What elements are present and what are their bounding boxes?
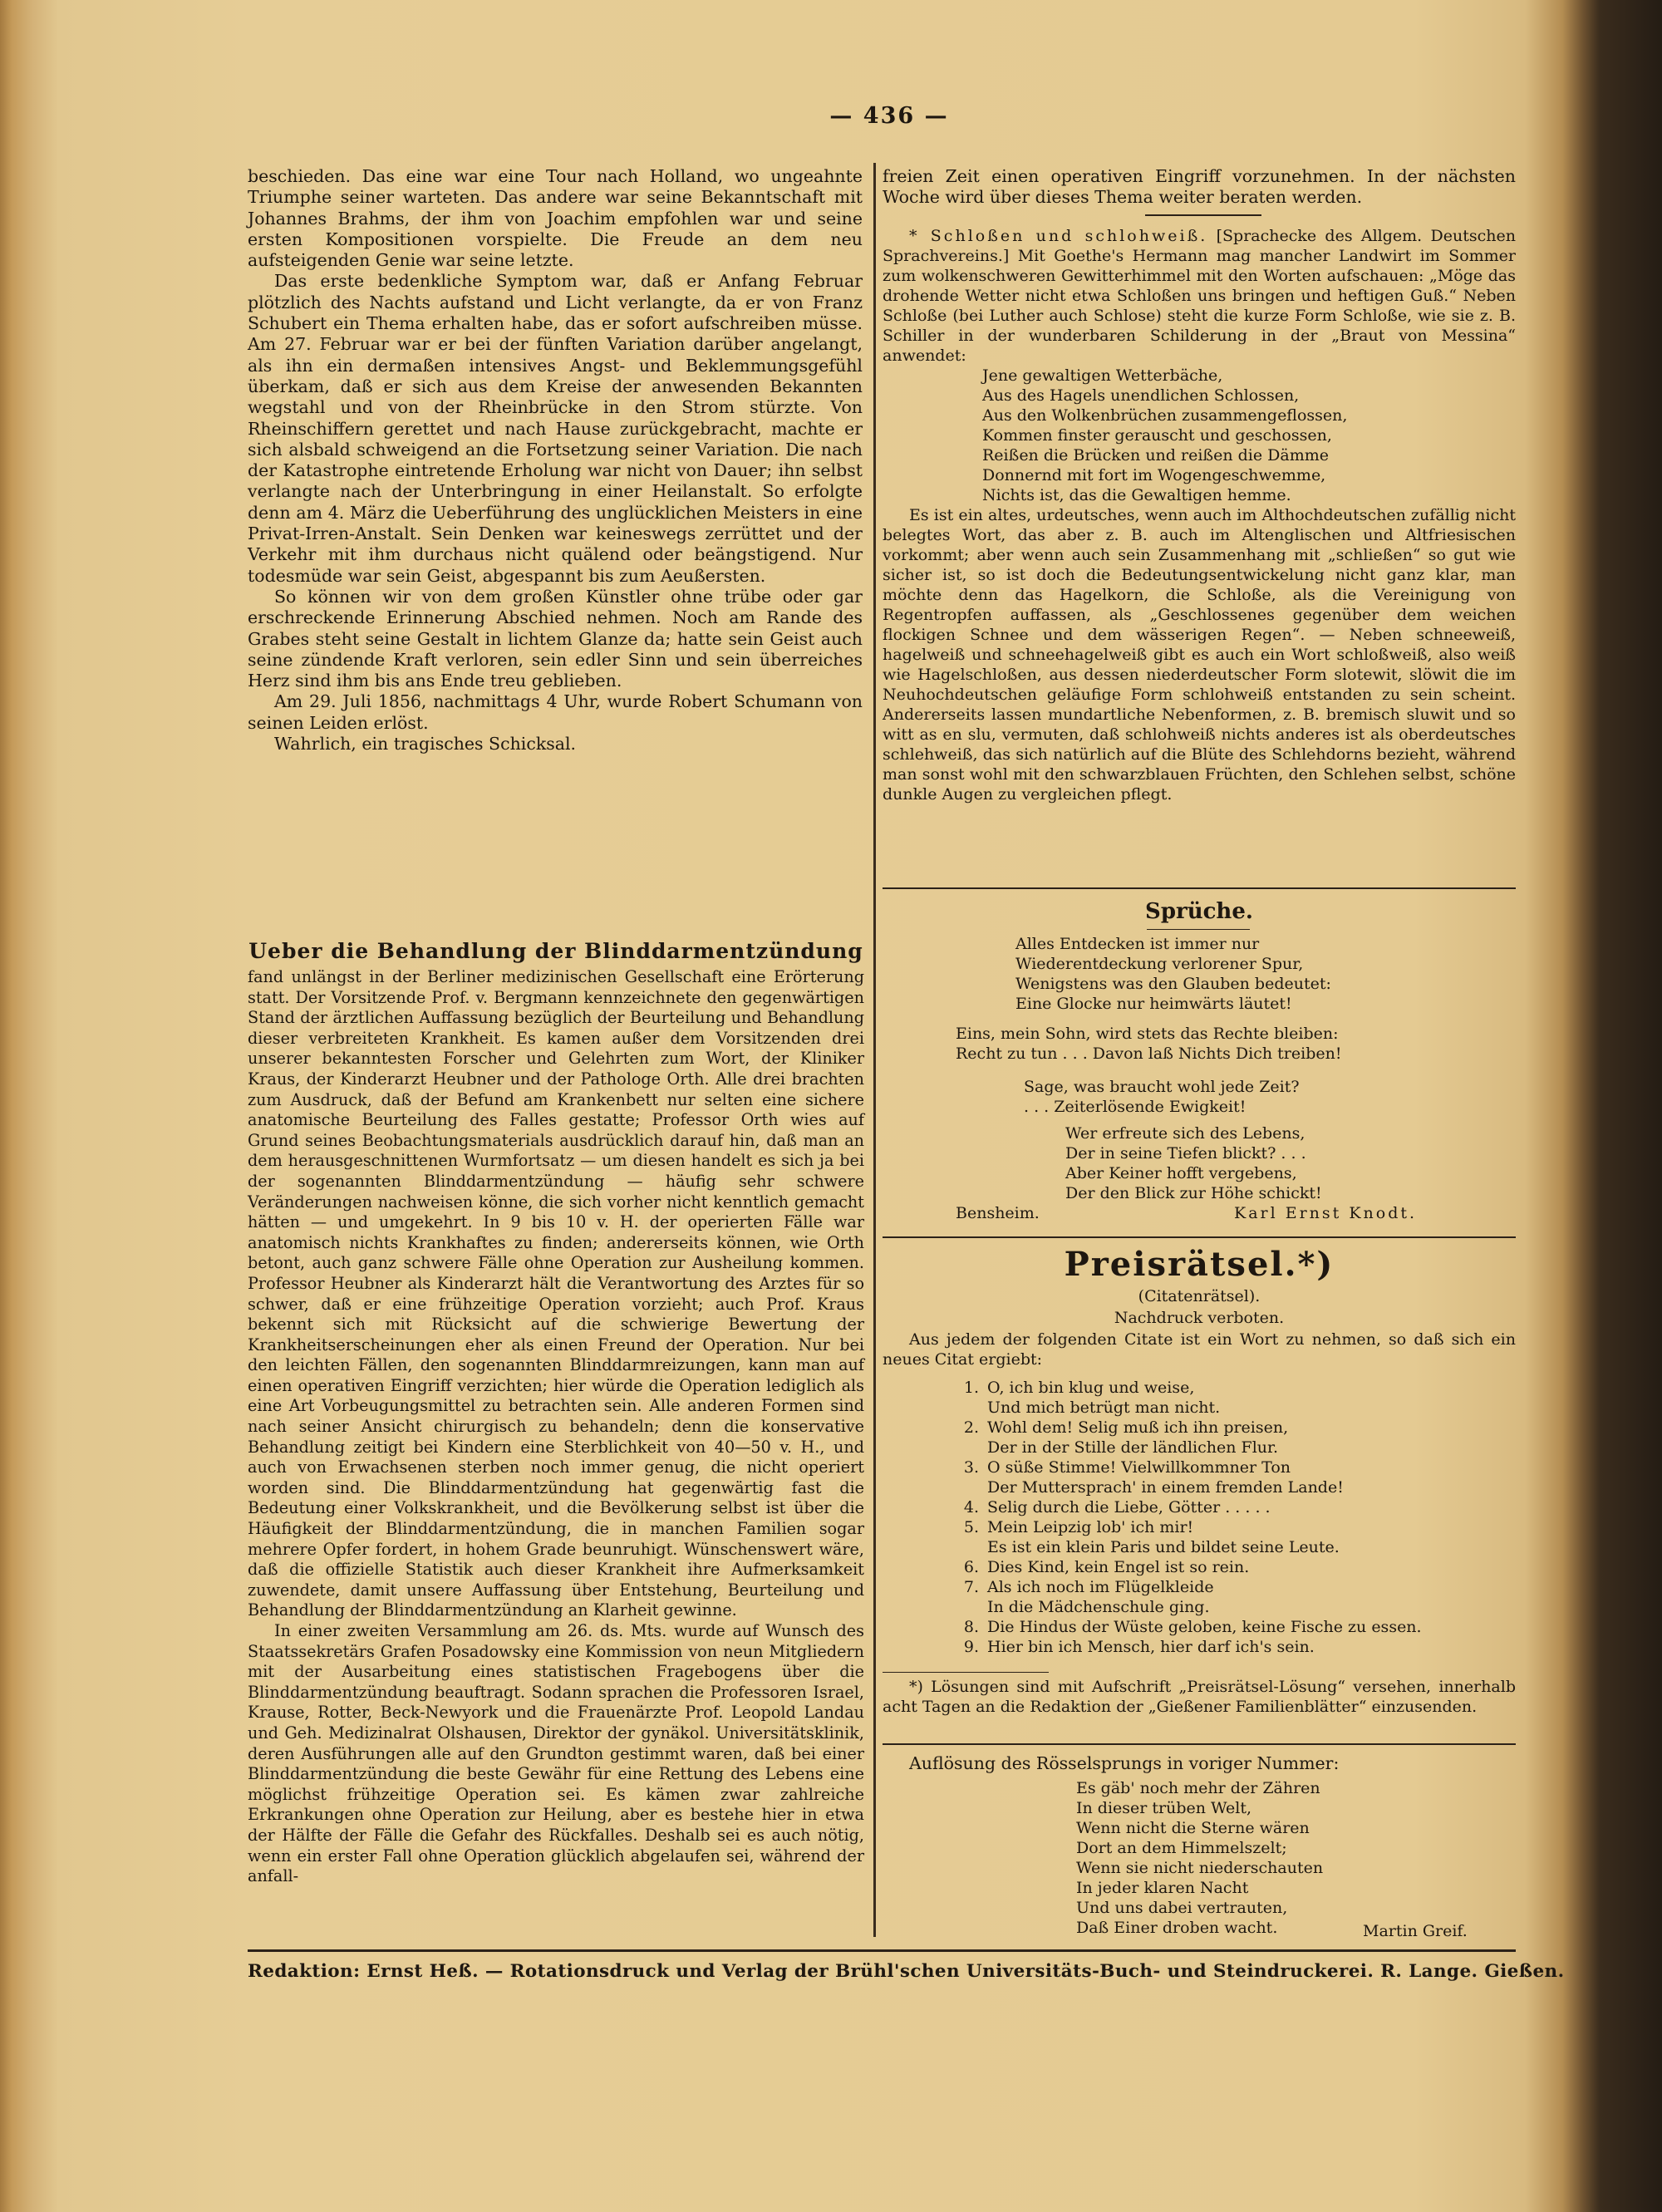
- paragraph: Wahrlich, ein tragisches Schicksal.: [274, 734, 577, 755]
- paragraph: Das erste bedenkliche Symptom war, daß er Anfang Februar plötzlich des Nachts aufstand und Licht verlangte, da er von Franz Schubert ein Thema erhalten habe, das er sofort aufschreiben müsse. Am 27. Februar war er bei der fünften Variation darüber angelangt, als ihn ein dermaßen intensives Angst- und Beklemmungsgefühl überkam, daß er sich aus dem Kreise der anwesenden Bekannten wegstahl und von der Rheinbrücke in den Strom stürzte. Von Rheinschiffern gerettet und nach Hause zurückgebracht, machte er sich alsbald schweigend an die Fortsetzung seiner Variation. Die nach der Katastrophe eintretende Erholung war nicht von Dauer; ihn selbst verlangte nach der Unterbringung in einer Heilanstalt. So erfolgte denn am 4. März die Ueberführung des unglücklichen Meisters in eine Privat-Irren-Anstalt. Sein Denken war keineswegs zerrüttet und der Verkehr mit ihm durchaus nicht quälend oder beängstigend. Nur todesmüde war sein Geist, abgespannt bis zum Aeußersten.: [248, 271, 863, 586]
- divider: [883, 1743, 1516, 1745]
- divider: [1147, 929, 1250, 930]
- verse-line: Recht zu tun . . . Davon laß Nichts Dich treiben!: [956, 1045, 1342, 1063]
- raetsel-item-line: [947, 1438, 1521, 1457]
- raetsel-item-text: O süße Stimme! Vielwillkommner Ton: [987, 1458, 1291, 1477]
- raetsel-item-number: 9.: [963, 1638, 979, 1656]
- raetsel-item-number: 3.: [963, 1458, 979, 1477]
- solution-title: [883, 1753, 1516, 1774]
- note-intro: [Sprachecke des Allgem. Deutschen Sprachvereins.] Mit Goethe's Hermann mag mancher Landwirt im Sommer zum wolkenschweren Gewitterhimmel mit den Worten aufschauen: „Möge das drohende Wetter nicht etwa Schloßen uns bringen und heftigen Guß.“ Neben Schloße (bei Luther auch Schlose) steht die kurze Form Schloße, wie sie z. B. Schiller in der wunderbaren Schilderung in der „Braut von Messina“ anwendet:: [883, 227, 1516, 365]
- paragraph: beschieden. Das eine war eine Tour nach Holland, wo ungeahnte Triumphe seiner warteten. Das andere war seine Bekanntschaft mit Johannes Brahms, der ihm von Joachim empfohlen war und seine ersten Kompositionen vorspielte. Die Freude an dem neu aufsteigenden Genie war seine letzte.: [248, 166, 863, 271]
- raetsel-item-text: Es ist ein klein Paris und bildet seine Leute.: [987, 1538, 1340, 1556]
- raetsel-item-text: Hier bin ich Mensch, hier darf ich's sein.: [987, 1638, 1315, 1656]
- raetsel-footnote: [883, 1677, 1516, 1717]
- verse-line: Wer erfreute sich des Lebens,: [1065, 1124, 1306, 1143]
- imprint-footer: Redaktion: Ernst Heß. — Rotationsdruck und Verlag der Brühl'schen Universitäts-Buch- und Steindruckerei. R. Lange. Gießen.: [248, 1961, 1565, 1982]
- raetsel-item-line: [947, 1637, 1521, 1657]
- raetsel-item-number: 6.: [963, 1558, 979, 1576]
- poem-line: Donnernd mit fort im Wogengeschwemme,: [982, 466, 1326, 484]
- raetsel-item-number: 1.: [963, 1379, 979, 1397]
- divider: [883, 1236, 1516, 1238]
- raetsel-list: [947, 1378, 1521, 1657]
- footer-rule: [248, 1949, 1516, 1952]
- sprueche-title: Sprüche.: [1145, 899, 1253, 924]
- raetsel-item-number: 8.: [963, 1618, 979, 1636]
- poem-line: Kommen finster gerauscht und geschossen,: [982, 426, 1332, 445]
- verse-line: Aber Keiner hofft vergebens,: [1065, 1164, 1297, 1182]
- raetsel-item-text: Als ich noch im Flügelkleide: [987, 1578, 1214, 1596]
- page-number: — 436 —: [829, 103, 949, 129]
- raetsel-item-text: Die Hindus der Wüste geloben, keine Fische zu essen.: [987, 1618, 1422, 1636]
- raetsel-item-number: 4.: [963, 1498, 979, 1516]
- verse-line: Eins, mein Sohn, wird stets das Rechte bleiben:: [956, 1025, 1339, 1043]
- raetsel-item-text: Mein Leipzig lob' ich mir!: [987, 1518, 1194, 1536]
- verse-line: Wenigstens was den Glauben bedeutet:: [1015, 975, 1331, 993]
- sprueche-place: Bensheim.: [956, 1204, 1040, 1222]
- article-continuation: [883, 166, 1516, 209]
- verse-line: Der in seine Tiefen blickt? . . .: [1065, 1144, 1306, 1163]
- raetsel-item-line: [947, 1577, 1521, 1597]
- paragraph: Aus jedem der folgenden Citate ist ein Wort zu nehmen, so daß sich ein neues Citat ergiebt:: [883, 1330, 1516, 1369]
- verse-line: Der den Blick zur Höhe schickt!: [1065, 1184, 1322, 1202]
- paragraph: In einer zweiten Versammlung am 26. ds. Mts. wurde auf Wunsch des Staatssekretärs Grafen Posadowsky eine Kommission von neun Mitgliedern mit der Ausarbeitung eines statistischen Fragebogens über die Blinddarmentzündung beauftragt. Sodann sprachen die Professoren Israel, Krause, Rotter, Beck-Newyork und die Frauenärzte Prof. Leopold Landau und Geh. Medizinalrat Olshausen, Direktor der gynäkol. Universitätsklinik, deren Ausführungen alle auf den Grundton gestimmt waren, daß bei einer Blinddarmentzündung die beste Gewähr für eine Rettung des Lebens eine möglichst frühzeitige Operation sei. Es kämen zwar zahlreiche Erkrankungen ohne Operation zur Heilung, aber es bestehe hier in etwa der Hälfte der Fälle die Gefahr des Rückfalles. Deshalb sei es auch nötig, wenn ein erster Fall ohne Operation glücklich abgelaufen sei, während der anfall-: [248, 1621, 864, 1886]
- raetsel-item-text: Selig durch die Liebe, Götter . . . . .: [987, 1498, 1271, 1516]
- paragraph: freien Zeit einen operativen Eingriff vorzunehmen. In der nächsten Woche wird über dieses Thema weiter beraten werden.: [883, 166, 1516, 208]
- paragraph: Es ist ein altes, urdeutsches, wenn auch im Althochdeutschen zufällig nicht belegtes Wort, das aber z. B. auch im Altenglischen und Altfriesischen vorkommt; aber wenn auch sein Zusammenhang mit „schließen“ so gut wie sicher ist, so ist doch die Bedeutungsentwickelung nicht ganz klar, man möchte denn das Hagelkorn, die Schloße, als die Vereinigung von Regentropfen auffassen, als „Geschlossenes gegenüber dem weichen flockigen Schnee und dem wässerigen Regen“. — Neben schneeweiß, hagelweiß und schneehagelweiß gibt es auch ein Wort schloßweiß, also weiß wie Hagelschloßen, aus dessen niederdeutscher Form slotewit, slöwit die im Neuhochdeutschen geläufige Form schlohweiß entstanden zu sein scheint. Andererseits lassen mundartliche Nebenformen, z. B. bremisch sluwit und so witt as en slu, vermuten, daß schlohweiß nichts anderes ist als oberdeutsches schlehweiß, das sich natürlich auf die Blüte des Schlehdorns bezieht, während man sonst wohl mit den schwarzblauen Früchten, den Schlehen selbst, schöne dunkle Augen zu vergleichen pflegt.: [883, 506, 1516, 804]
- raetsel-item-line: [947, 1477, 1521, 1497]
- raetsel-item-line: [947, 1537, 1521, 1557]
- raetsel-item-line: [947, 1457, 1521, 1477]
- raetsel-item-number: 5.: [963, 1518, 979, 1536]
- paragraph: *) Lösungen sind mit Aufschrift „Preisrätsel-Lösung“ versehen, innerhalb acht Tagen an die Redaktion der „Gießener Familienblätter“ einzusenden.: [883, 1678, 1516, 1716]
- verse-line: Sage, was braucht wohl jede Zeit?: [1024, 1078, 1300, 1096]
- poem-line: Es gäb' noch mehr der Zähren: [1076, 1779, 1320, 1797]
- raetsel-intro: [883, 1330, 1516, 1369]
- solution-author: Martin Greif.: [1363, 1922, 1468, 1940]
- poem-line: In jeder klaren Nacht: [1076, 1879, 1249, 1897]
- raetsel-item-text: Wohl dem! Selig muß ich ihn preisen,: [987, 1418, 1289, 1437]
- sprueche-verse-4: [1065, 1123, 1514, 1203]
- column-divider: [873, 163, 876, 1937]
- raetsel-item-line: [947, 1597, 1521, 1617]
- poem-line: Jene gewaltigen Wetterbäche,: [982, 366, 1223, 385]
- raetsel-item-text: Der Muttersprach' in einem fremden Lande!: [987, 1478, 1344, 1497]
- paragraph: fand unlängst in der Berliner medizinischen Gesellschaft eine Erörterung statt. Der Vorsitzende Prof. v. Bergmann kennzeichnete den gegenwärtigen Stand der ärztlichen Auffassung bezüglich der Beurteilung und Behandlung dieser verbreiteten Krankheit. Es kamen außer dem Vorsitzenden drei unserer bekanntesten Forscher und Gelehrten zum Wort, der Kliniker Kraus, der Kinderarzt Heubner und der Pathologe Orth. Alle drei brachten zum Ausdruck, daß der Befund am Krankenbett nur selten eine sichere anatomische Beurteilung des Falles gestatte; Professor Orth wies auf Grund seines Beobachtungsmaterials ausdrücklich darauf hin, daß man an dem herausgeschnittenen Wurmfortsatz — um diesen handelt es sich ja bei der sogenannten Blinddarmentzündung — häufig sehr schwere Veränderungen nachweisen könne, die sich vorher nicht kenntlich gemacht hätten — und umgekehrt. In 9 bis 10 v. H. der operierten Fälle war anatomisch nichts Krankhaftes zu finden; andererseits können, wie Orth betont, auch ganz schwere Fälle ohne Operation zur Ausheilung kommen. Professor Heubner als Kinderarzt hält die Verantwortung des Arztes für so schwer, daß er eine frühzeitige Operation vorzieht; auch Prof. Kraus bekennt sich mit Rücksicht auf die schwierige Bewertung der Krankheitserscheinungen eher als einen Freund der Operation. Nur bei den leichten Fällen, den sogenannten Blinddarmreizungen, kann man auf einen operativen Eingriff verzichten; hier würde die Operation lediglich als eine Art Vorbeugungsmittel zu betrachten sein. Alle anderen Formen sind nach seiner Ansicht chirurgisch zu behandeln; denn die konservative Behandlung zeitigt bei Kindern eine Sterblichkeit von 40—50 v. H., und auch von Erwachsenen sterben noch immer genug, die nicht operiert worden sind. Die Blinddarmentzündung hat gegenwärtig fast die Bedeutung einer Volkskrankheit, und die Bevölkerung selbst ist über die Häufigkeit der Blinddarmentzündung, die in manchen Familien sogar mehrere Opfer fordert, in hohem Grade beunruhigt. Wünschenswert wäre, daß die offizielle Statistik auch dieser Krankheit ihre Aufmerksamkeit zuwendete, damit unsere Auffassung über Entstehung, Beurteilung und Behandlung der Blinddarmentzündung an Klarheit gewinne.: [248, 967, 864, 1620]
- raetsel-item-line: [947, 1418, 1521, 1438]
- raetsel-item-line: [947, 1378, 1521, 1398]
- verse-line: . . . Zeiterlösende Ewigkeit!: [1024, 1098, 1246, 1116]
- verse-line: Alles Entdecken ist immer nur: [1015, 935, 1260, 953]
- divider: [1145, 214, 1261, 216]
- raetsel-notice: Nachdruck verboten.: [1114, 1309, 1285, 1327]
- raetsel-item-text: In die Mädchenschule ging.: [987, 1598, 1210, 1616]
- raetsel-item-number: 7.: [963, 1578, 979, 1596]
- raetsel-item-text: Und mich betrügt man nicht.: [987, 1398, 1221, 1417]
- verse-line: Wiederentdeckung verlorener Spur,: [1015, 955, 1304, 973]
- note-lead: * Schloßen und schlohweiß.: [909, 227, 1208, 245]
- raetsel-item-line: [947, 1398, 1521, 1418]
- poem-line: Aus den Wolkenbrüchen zusammengeflossen,: [982, 406, 1348, 425]
- raetsel-item-line: [947, 1517, 1521, 1537]
- schumann-article-end: [248, 166, 863, 755]
- raetsel-item-line: [947, 1497, 1521, 1517]
- solution-poem: [1076, 1778, 1492, 1938]
- schiller-poem: [982, 366, 1516, 505]
- divider: [883, 1672, 1049, 1673]
- sprueche-verse-3: [1024, 1077, 1514, 1117]
- divider: [883, 887, 1516, 889]
- poem-line: In dieser trüben Welt,: [1076, 1799, 1251, 1817]
- poem-line: Wenn nicht die Sterne wären: [1076, 1819, 1310, 1837]
- paragraph: So können wir von dem großen Künstler ohne trübe oder gar erschreckende Erinnerung Abschied nehmen. Noch am Rande des Grabes steht seine Gestalt in lichtem Glanze da; hatte sein Geist auch seine zündende Kraft verloren, sein edler Sinn und sein überreiches Herz sind ihm bis ans Ende treu geblieben.: [248, 586, 863, 691]
- poem-line: Und uns dabei vertrauten,: [1076, 1899, 1288, 1917]
- poem-line: Dort an dem Himmelszelt;: [1076, 1839, 1287, 1857]
- sprueche-verse-1: [1015, 934, 1514, 1014]
- poem-line: Daß Einer droben wacht.: [1076, 1919, 1278, 1937]
- raetsel-title: Preisrätsel.*): [1064, 1245, 1335, 1284]
- raetsel-subtitle: (Citatenrätsel).: [1138, 1287, 1261, 1305]
- paragraph: Am 29. Juli 1856, nachmittags 4 Uhr, wurde Robert Schumann von seinen Leiden erlöst.: [248, 691, 863, 733]
- raetsel-item-line: [947, 1617, 1521, 1637]
- poem-line: Nichts ist, das die Gewaltigen hemme.: [982, 486, 1291, 504]
- raetsel-item-text: O, ich bin klug und weise,: [987, 1379, 1195, 1397]
- raetsel-item-number: 2.: [963, 1418, 979, 1437]
- article-title: Ueber die Behandlung der Blinddarmentzündung: [248, 939, 863, 963]
- poem-line: Aus des Hagels unendlichen Schlossen,: [982, 386, 1300, 405]
- raetsel-item-text: Der in der Stille der ländlichen Flur.: [987, 1438, 1279, 1457]
- appendicitis-article: [248, 967, 864, 1887]
- language-note: [883, 226, 1516, 804]
- sprueche-author: Karl Ernst Knodt.: [1234, 1204, 1418, 1222]
- verse-line: Eine Glocke nur heimwärts läutet!: [1015, 995, 1292, 1013]
- poem-line: Reißen die Brücken und reißen die Dämme: [982, 446, 1329, 465]
- raetsel-item-text: Dies Kind, kein Engel ist so rein.: [987, 1558, 1250, 1576]
- poem-line: Wenn sie nicht niederschauten: [1076, 1859, 1324, 1877]
- raetsel-item-line: [947, 1557, 1521, 1577]
- sprueche-verse-2: [956, 1024, 1521, 1064]
- heading: Auflösung des Rösselsprungs in voriger Nummer:: [909, 1753, 1340, 1773]
